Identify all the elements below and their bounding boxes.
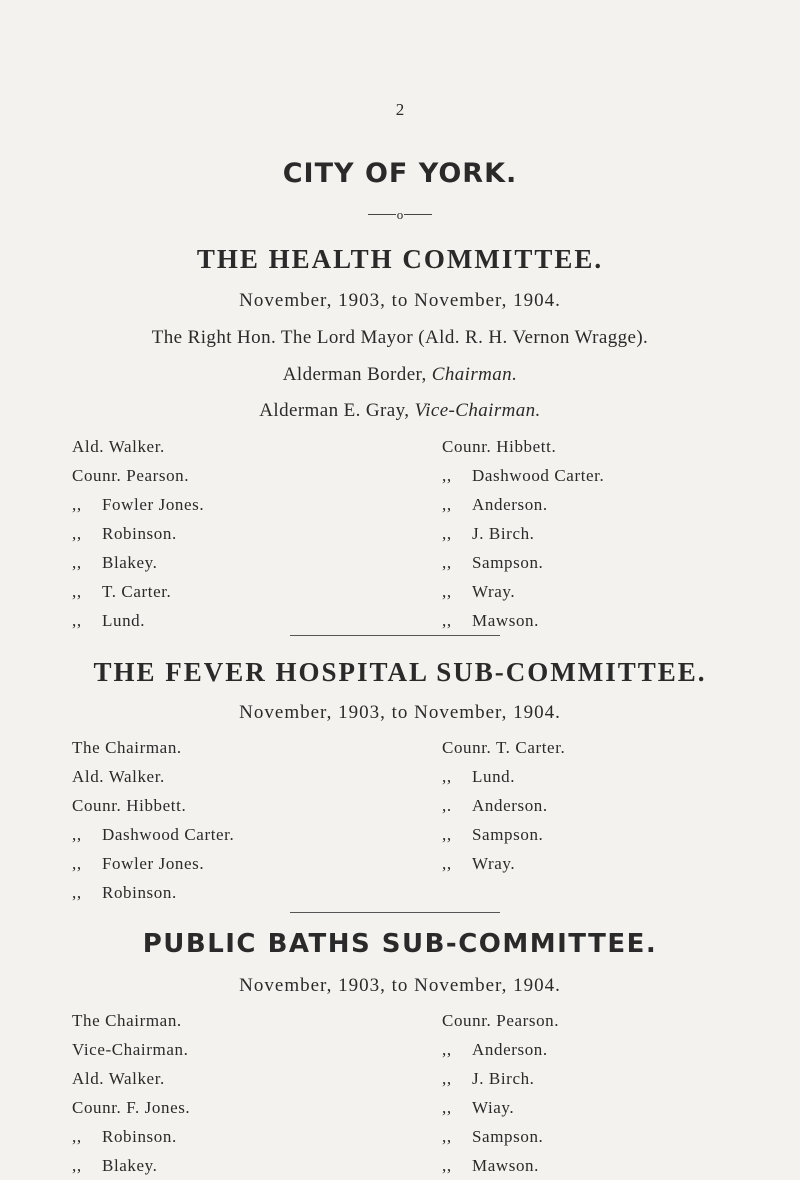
vice-chairman-name: Alderman E. Gray,: [259, 400, 410, 421]
ornament-divider: [0, 208, 800, 221]
member-row: [442, 548, 604, 577]
member-name: J. Birch.: [472, 1069, 535, 1088]
page-number: 2: [395, 100, 405, 119]
fever-right-column: [442, 733, 565, 878]
ditto-mark: ,,: [72, 611, 82, 630]
member-row: [442, 820, 565, 849]
fever-hospital-period: November, 1903, to November, 1904.: [239, 702, 561, 723]
member-row: [72, 577, 204, 606]
member-name: Anderson.: [472, 495, 548, 514]
ditto-mark: ,,: [72, 1156, 82, 1175]
member-row: [442, 577, 604, 606]
member-row: [442, 1006, 559, 1035]
member-name: Wray.: [472, 854, 516, 873]
member-row: [72, 606, 204, 635]
member-row: [442, 490, 604, 519]
member-row: [72, 461, 204, 490]
baths-right-column: [442, 1006, 559, 1180]
member-row: [442, 1122, 559, 1151]
health-committee-period: November, 1903, to November, 1904.: [239, 290, 561, 311]
ditto-mark: ,,: [72, 1127, 82, 1146]
member-name: Wray.: [472, 582, 516, 601]
health-section-rule: [290, 635, 500, 636]
member-name: Sampson.: [472, 1127, 544, 1146]
member-name: Sampson.: [472, 825, 544, 844]
member-name: Mawson.: [472, 611, 540, 630]
member-row: [72, 519, 204, 548]
ditto-mark: ,,: [72, 553, 82, 572]
ditto-mark: ,,: [72, 883, 82, 902]
member-row: [442, 849, 565, 878]
ditto-mark: ,,: [72, 495, 82, 514]
health-right-column: [442, 432, 604, 635]
member-name: Anderson.: [472, 796, 548, 815]
member-name: Counr. F. Jones.: [72, 1098, 191, 1117]
ditto-mark: ,,: [72, 582, 82, 601]
member-name: Counr. T. Carter.: [442, 738, 566, 757]
ditto-mark: ,,: [442, 611, 452, 630]
member-row: [72, 432, 204, 461]
member-name: Ald. Walker.: [72, 437, 165, 456]
member-name: Counr. Hibbett.: [442, 437, 557, 456]
ditto-mark: ,,: [442, 1069, 452, 1088]
member-row: [72, 1122, 190, 1151]
fever-section-rule: [290, 912, 500, 913]
health-left-column: [72, 432, 204, 635]
member-row: [72, 733, 234, 762]
ditto-mark: ,,: [442, 495, 452, 514]
ornament-line-right: [404, 214, 432, 215]
health-committee-heading: THE HEALTH COMMITTEE.: [196, 244, 604, 274]
member-row: [442, 762, 565, 791]
ditto-mark: ,,: [442, 1098, 452, 1117]
chairman-name: Alderman Border,: [282, 364, 427, 385]
member-row: [72, 1064, 190, 1093]
member-name: Lund.: [102, 611, 146, 630]
public-baths-period: November, 1903, to November, 1904.: [239, 975, 561, 996]
member-row: [72, 1093, 190, 1122]
member-name: Dashwood Carter.: [472, 466, 605, 485]
ditto-mark: ,,: [442, 1040, 452, 1059]
member-name: J. Birch.: [472, 524, 535, 543]
ditto-mark: ,,: [442, 553, 452, 572]
member-row: [72, 762, 234, 791]
member-name: Fowler Jones.: [102, 854, 205, 873]
member-name: Dashwood Carter.: [102, 825, 235, 844]
lord-mayor-line: The Right Hon. The Lord Mayor (Ald. R. H. Vernon Wragge).: [151, 327, 649, 348]
member-row: [442, 733, 565, 762]
ditto-mark: ,.: [442, 796, 452, 815]
member-row: [72, 1006, 190, 1035]
member-row: [72, 1151, 190, 1180]
member-name: Blakey.: [102, 553, 158, 572]
member-row: [72, 791, 234, 820]
member-name: Fowler Jones.: [102, 495, 205, 514]
member-name: Robinson.: [102, 524, 177, 543]
ditto-mark: ,,: [72, 825, 82, 844]
member-name: The Chairman.: [72, 1011, 182, 1030]
member-row: [442, 1151, 559, 1180]
chairman-line: [0, 364, 800, 386]
member-row: [442, 606, 604, 635]
member-name: Vice-Chairman.: [72, 1040, 189, 1059]
member-row: [442, 461, 604, 490]
ditto-mark: ,,: [442, 1156, 452, 1175]
member-name: Sampson.: [472, 553, 544, 572]
ditto-mark: ,,: [442, 524, 452, 543]
member-row: [442, 1064, 559, 1093]
member-name: Robinson.: [102, 883, 177, 902]
member-name: Ald. Walker.: [72, 1069, 165, 1088]
ditto-mark: ,,: [442, 854, 452, 873]
ditto-mark: ,,: [442, 1127, 452, 1146]
member-name: Counr. Hibbett.: [72, 796, 187, 815]
member-row: [72, 820, 234, 849]
ditto-mark: ,,: [442, 466, 452, 485]
ornament-line-left: [368, 214, 396, 215]
ditto-mark: ,,: [442, 767, 452, 786]
member-name: Blakey.: [102, 1156, 158, 1175]
member-row: [442, 432, 604, 461]
member-name: Counr. Pearson.: [72, 466, 190, 485]
member-row: [442, 1093, 559, 1122]
member-name: Robinson.: [102, 1127, 177, 1146]
member-row: [72, 878, 234, 907]
baths-left-column: [72, 1006, 190, 1180]
public-baths-heading: PUBLIC BATHS SUB-COMMITTEE.: [142, 929, 658, 959]
member-row: [442, 791, 565, 820]
member-name: T. Carter.: [102, 582, 172, 601]
fever-left-column: [72, 733, 234, 907]
ditto-mark: ,,: [442, 825, 452, 844]
member-row: [442, 1035, 559, 1064]
city-title: CITY OF YORK.: [282, 158, 518, 189]
ditto-mark: ,,: [442, 582, 452, 601]
member-row: [72, 849, 234, 878]
member-row: [72, 548, 204, 577]
vice-chairman-line: [0, 400, 800, 422]
ornament-circle: o: [396, 207, 404, 222]
member-name: Anderson.: [472, 1040, 548, 1059]
member-name: The Chairman.: [72, 738, 182, 757]
vice-chairman-role: Vice-Chairman.: [414, 400, 541, 421]
member-name: Ald. Walker.: [72, 767, 165, 786]
member-name: Mawson.: [472, 1156, 540, 1175]
member-row: [442, 519, 604, 548]
ditto-mark: ,,: [72, 854, 82, 873]
ditto-mark: ,,: [72, 524, 82, 543]
member-name: Wiay.: [472, 1098, 515, 1117]
member-row: [72, 490, 204, 519]
member-row: [72, 1035, 190, 1064]
member-name: Counr. Pearson.: [442, 1011, 560, 1030]
fever-hospital-heading: THE FEVER HOSPITAL SUB-COMMITTEE.: [93, 657, 707, 687]
member-name: Lund.: [472, 767, 516, 786]
chairman-role: Chairman.: [431, 364, 518, 385]
